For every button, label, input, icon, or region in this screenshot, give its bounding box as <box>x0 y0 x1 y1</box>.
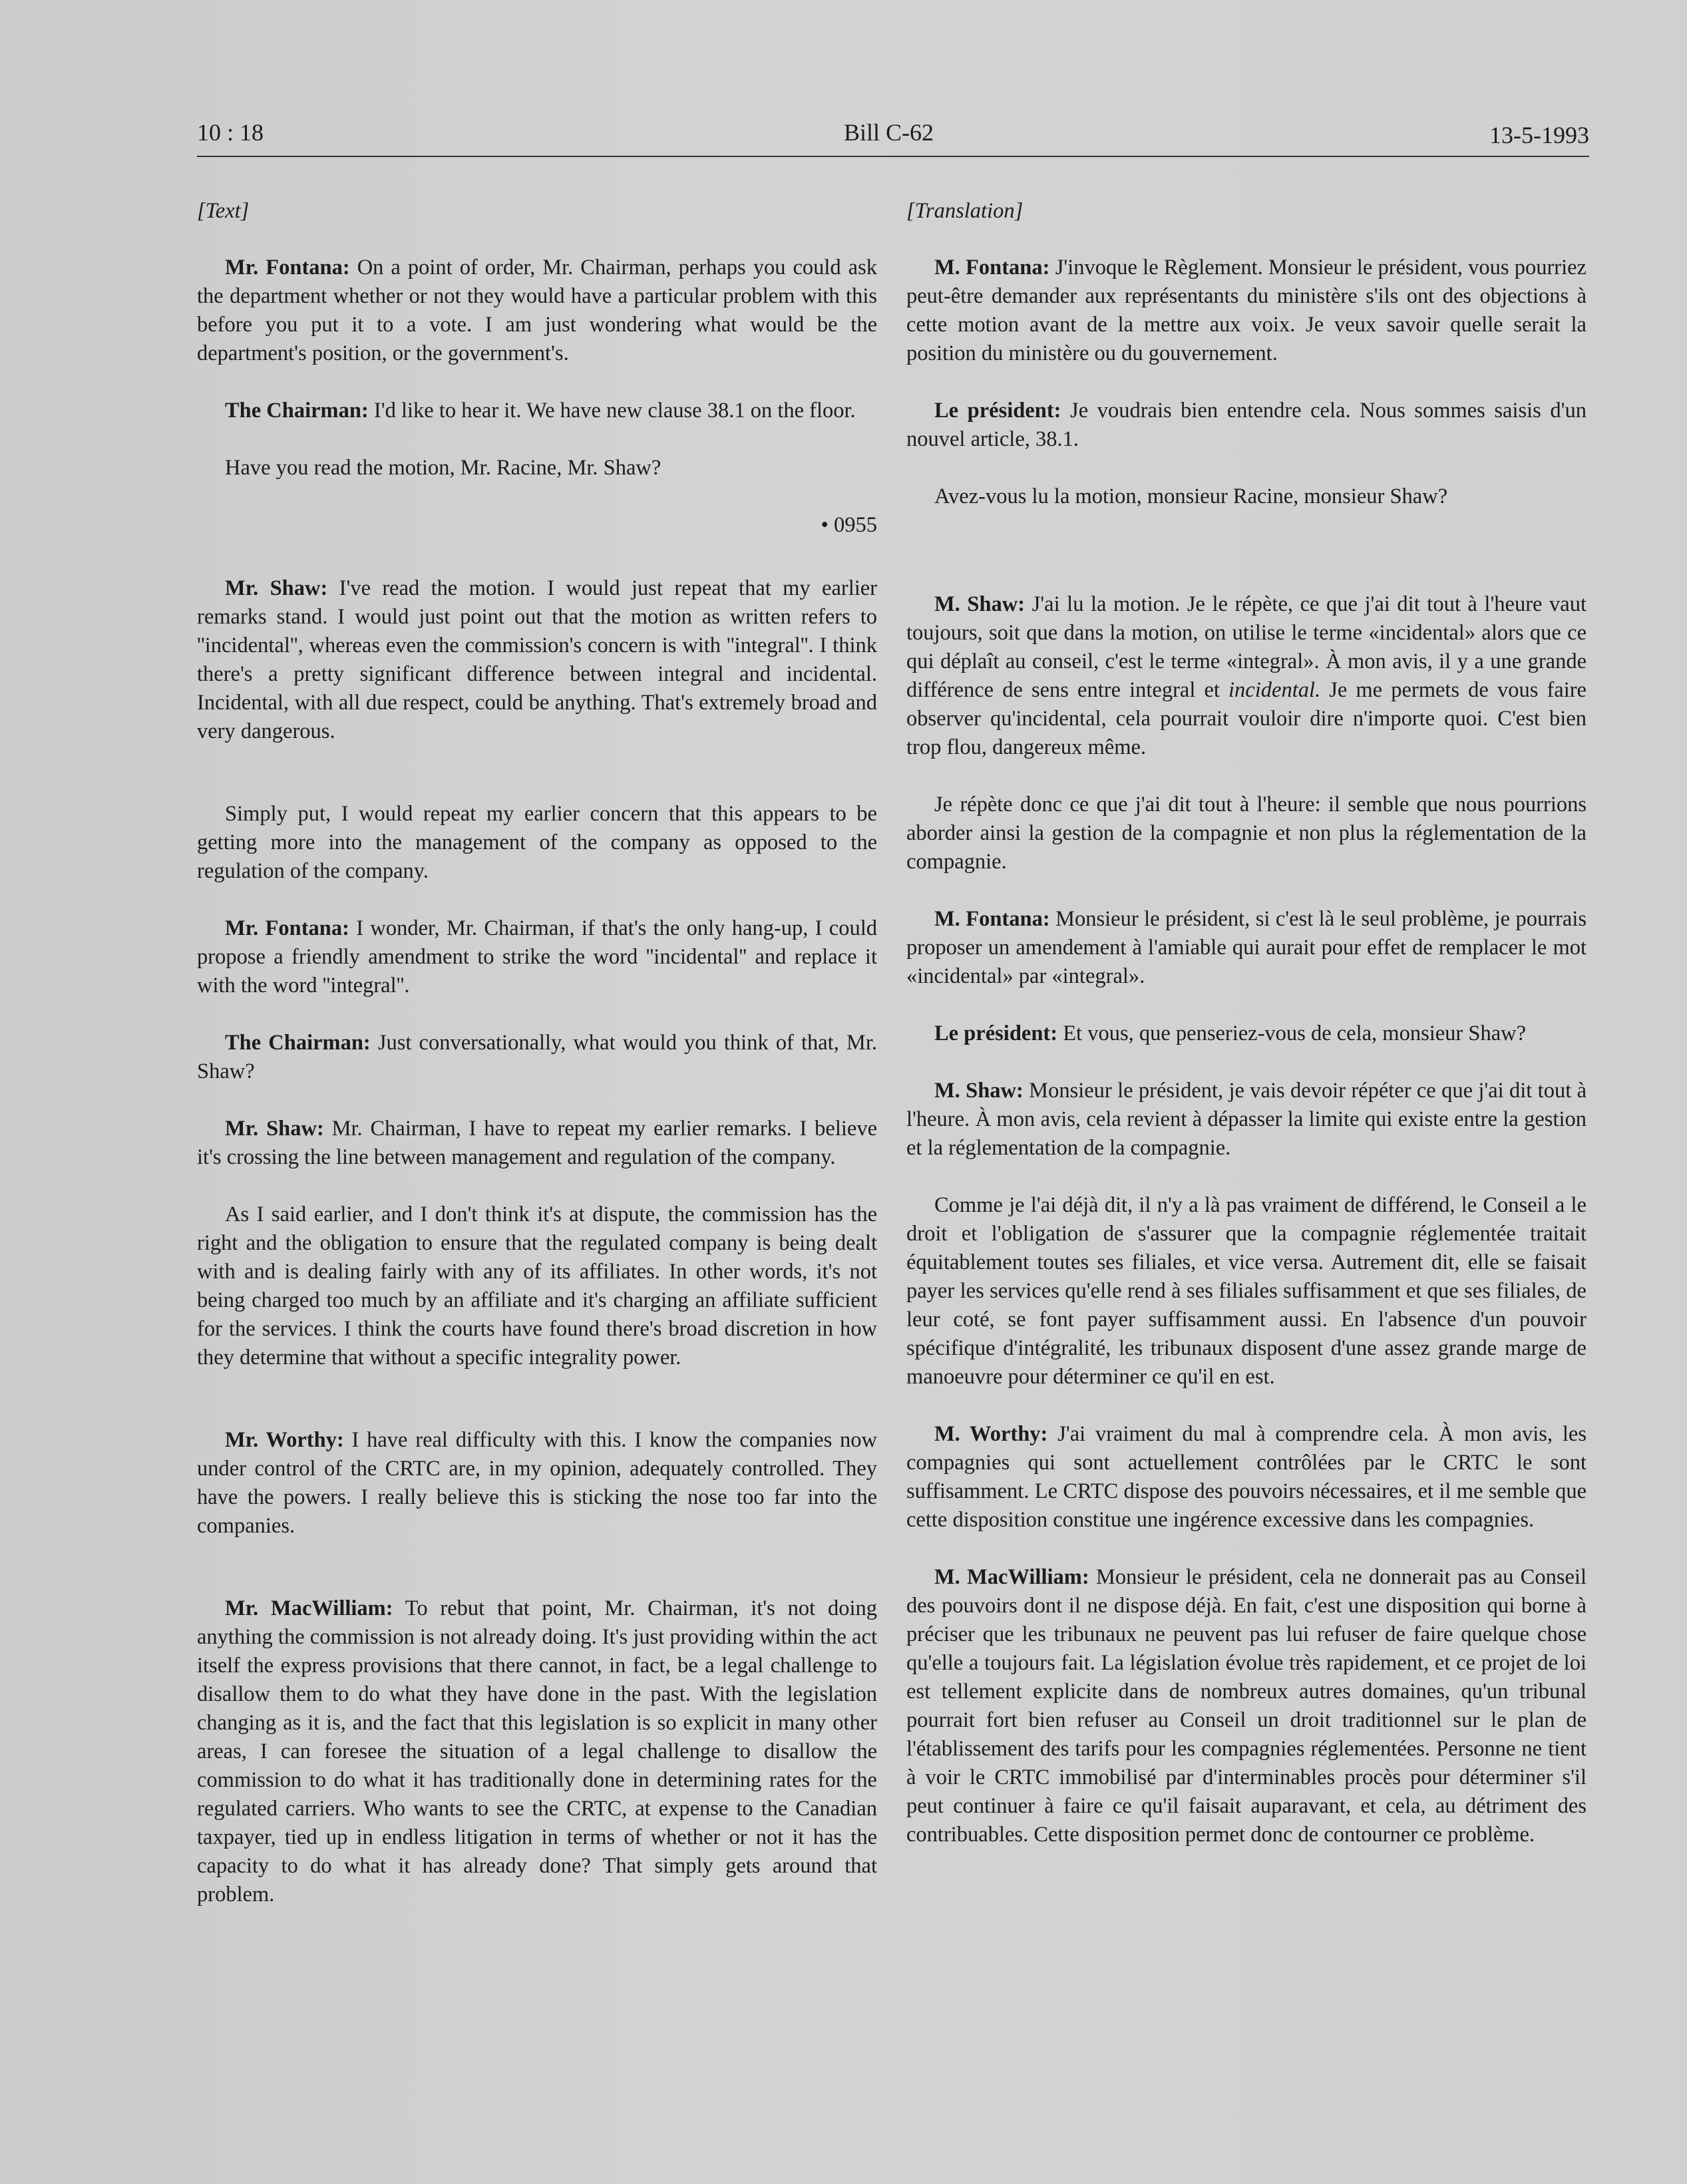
paragraph <box>197 397 877 425</box>
speech-text: To rebut that point, Mr. Chairman, it's not doing anything the commission is not already doing. It's just providing within the act itself the express provisions that there cannot, in fact, be a legal challenge to disallow them to do what they have done in the past. With the legislation changing as it is, and the fact that this legislation is so explicit in many other areas, I can foresee the situation of a legal challenge to disallow the commission to do what it has traditionally done in determining rates for the regulated carriers. Who wants to see the CRTC, at expense to the Canadian taxpayer, tied up in endless litigation in terms of whether or not it has the capacity to do what it has already done? That simply gets around that problem. <box>197 1596 877 1907</box>
speech-text: Have you read the motion, Mr. Racine, Mr. Shaw? <box>225 456 661 480</box>
paragraph <box>197 1594 877 1909</box>
speaker-name: M. MacWilliam: <box>934 1565 1089 1589</box>
speaker-name: M. Shaw: <box>934 592 1026 616</box>
time-marker: • 0955 <box>821 513 877 537</box>
speaker-name: M. Fontana: <box>934 907 1050 931</box>
speaker-name: Le président: <box>934 1021 1058 1045</box>
translation-tag: [Translation] <box>906 199 1024 223</box>
paragraph <box>906 1420 1587 1535</box>
speaker-name: Mr. Worthy: <box>225 1428 344 1452</box>
bill-title: Bill C-62 <box>844 119 934 146</box>
speaker-name: Mr. MacWilliam: <box>225 1596 393 1620</box>
paragraph <box>197 914 877 1000</box>
speech-text: I've read the motion. I would just repeat that my earlier remarks stand. I would just point out that the motion as written refers to ''incidental'', whereas even the commission's concern is with ''integral''. I think there's a pretty significant difference between integral and incidental. Incidental, with all due respect, could be anything. That's extremely broad and very dangerous. <box>197 576 877 743</box>
paragraph <box>906 590 1587 762</box>
session-date: 13-5-1993 <box>1489 122 1589 148</box>
paragraph <box>906 791 1587 876</box>
paragraph <box>197 254 877 368</box>
paragraph <box>197 1115 877 1172</box>
paragraph <box>197 1426 877 1541</box>
speech-text: Just conversationally, what would you think of that, Mr. Shaw? <box>197 1031 877 1083</box>
speech-text: Comme je l'ai déjà dit, il n'y a là pas vraiment de différend, le Conseil a le droit et l'obligation de s'assurer que la compagnie réglementée traitait équitablement toutes ses filiales, et vice versa. Autrement dit, elle se faisait payer les services qu'elle rend à ses filiales suffisamment et que ses filiales, de leur coté, se font payer suffisamment aussi. En l'absence d'un pouvoir spécifique d'intégralité, les tribunaux disposent d'une assez grande marge de manoeuvre pour déterminer ce qu'il en est. <box>906 1193 1587 1389</box>
speech-text: I wonder, Mr. Chairman, if that's the only hang-up, I could propose a friendly amendment to strike the word ''incidental'' and replace it with the word ''integral''. <box>197 916 877 998</box>
page-number: 10 : 18 <box>197 119 264 146</box>
speech-text: Monsieur le président, je vais devoir répéter ce que j'ai dit tout à l'heure. À mon avis, cela revient à dépasser la limite qui existe entre la gestion et la réglementation de la compagnie. <box>906 1079 1587 1160</box>
speech-text: J'ai lu la motion. Je le répète, ce que j'ai dit tout à l'heure vaut toujours, soit que dans la motion, on utilise le terme «incidental» alors que ce qui déplaît au conseil, c'est le terme «integral». À mon avis, il y a une grande différence de sens entre integral et <box>906 592 1587 702</box>
speaker-name: Le président: <box>934 399 1061 423</box>
speaker-name: The Chairman: <box>225 1031 371 1055</box>
paragraph <box>197 800 877 886</box>
paragraph <box>906 254 1587 368</box>
speaker-name: Mr. Fontana: <box>225 256 350 279</box>
paragraph <box>906 482 1587 511</box>
speaker-name: M. Fontana: <box>934 256 1050 279</box>
speech-text: Et vous, que penseriez-vous de cela, monsieur Shaw? <box>1057 1021 1527 1045</box>
paragraph <box>906 1191 1587 1391</box>
english-column <box>197 197 877 1938</box>
speech-text: Monsieur le président, si c'est là le seul problème, je pourrais proposer un amendement à l'amiable qui aurait pour effet de remplacer le mot «incidental» par «integral». <box>906 907 1587 988</box>
paragraph <box>197 454 877 482</box>
paragraph <box>197 574 877 746</box>
speaker-name: Mr. Shaw: <box>225 1117 324 1141</box>
speech-text: J'invoque le Règlement. Monsieur le président, vous pourriez peut-être demander aux représentants du ministère s'ils ont des objections à cette motion avant de la mettre aux voix. Je veux savoir quelle serait la position du ministère ou du gouvernement. <box>906 256 1587 365</box>
paragraph <box>906 1077 1587 1163</box>
speaker-name: Mr. Shaw: <box>225 576 328 600</box>
speech-text: Je voudrais bien entendre cela. Nous sommes saisis d'un nouvel article, 38.1. <box>906 399 1587 451</box>
paragraph <box>906 1019 1587 1048</box>
french-column <box>906 197 1587 1878</box>
paragraph <box>197 1200 877 1372</box>
speech-text: As I said earlier, and I don't think it's at dispute, the commission has the right and the obligation to ensure that the regulated company is being dealt with and is dealing fairly with any of its affiliates. In other words, it's not being charged too much by an affiliate and it's charging an affiliate sufficient for the services. I think the courts have found there's broad discretion in how they determine that without a specific integrality power. <box>197 1202 877 1369</box>
speech-text: Mr. Chairman, I have to repeat my earlier remarks. I believe it's crossing the line between management and regulation of the company. <box>197 1117 877 1169</box>
speaker-name: Mr. Fontana: <box>225 916 349 940</box>
speech-text: Simply put, I would repeat my earlier concern that this appears to be getting more into the management of the company as opposed to the regulation of the company. <box>197 802 877 883</box>
speech-text: Je répète donc ce que j'ai dit tout à l'heure: il semble que nous pourrions aborder ainsi la gestion de la compagnie et non plus la réglementation de la compagnie. <box>906 793 1587 874</box>
speaker-name: M. Shaw: <box>934 1079 1024 1103</box>
paragraph <box>906 397 1587 454</box>
speech-text: Avez-vous lu la motion, monsieur Racine, monsieur Shaw? <box>934 484 1448 508</box>
paragraph <box>197 1029 877 1086</box>
speech-text: On a point of order, Mr. Chairman, perhaps you could ask the department whether or not they would have a particular problem with this before you put it to a vote. I am just wondering what would be the department's position, or the government's. <box>197 256 878 365</box>
speech-text: J'ai vraiment du mal à comprendre cela. À mon avis, les compagnies qui sont actuellement contrôlées par le CRTC le sont suffisamment. Le CRTC dispose des pouvoirs nécessaires, et il me semble que cette disposition constitue une ingérence excessive dans les compagnies. <box>906 1422 1587 1532</box>
speech-text: Monsieur le président, cela ne donnerait pas au Conseil des pouvoirs dont il ne dispose déjà. En fait, c'est une disposition qui borne à préciser que les tribunaux ne peuvent pas lui refuser de faire quelque chose qu'elle a toujours fait. La législation évolue très rapidement, et ce projet de loi est tellement explicite dans de nombreux autres domaines, qu'un tribunal pourrait fort bien refuser au Conseil un droit traditionnel sur le plan de l'établissement des tarifs pour les compagnies réglementées. Personne ne tient à voir le CRTC immobilisé par d'interminables procès pour déterminer s'il peut continuer à faire ce qu'il faisait auparavant, et cela, au détriment des contribuables. Cette disposition permet donc de contourner ce problème. <box>906 1565 1587 1847</box>
speaker-name: M. Worthy: <box>934 1422 1048 1446</box>
text-tag: [Text] <box>197 199 250 223</box>
paragraph <box>906 905 1587 991</box>
speech-text: I have real difficulty with this. I know the companies now under control of the CRTC are, in my opinion, adequately controlled. They have the powers. I really believe this is sticking the nose too far into the companies. <box>197 1428 877 1538</box>
paragraph <box>906 1563 1587 1849</box>
speaker-name: The Chairman: <box>225 399 369 423</box>
page-header <box>197 118 1589 165</box>
italic-term: incidental. <box>1228 678 1321 702</box>
header-rule <box>197 156 1589 157</box>
speech-text: I'd like to hear it. We have new clause 38.1 on the floor. <box>368 399 856 423</box>
speech-text: Je me permets de vous faire observer qu'incidental, cela pourrait vouloir dire n'importe quoi. C'est bien trop flou, dangereux même. <box>906 678 1587 759</box>
